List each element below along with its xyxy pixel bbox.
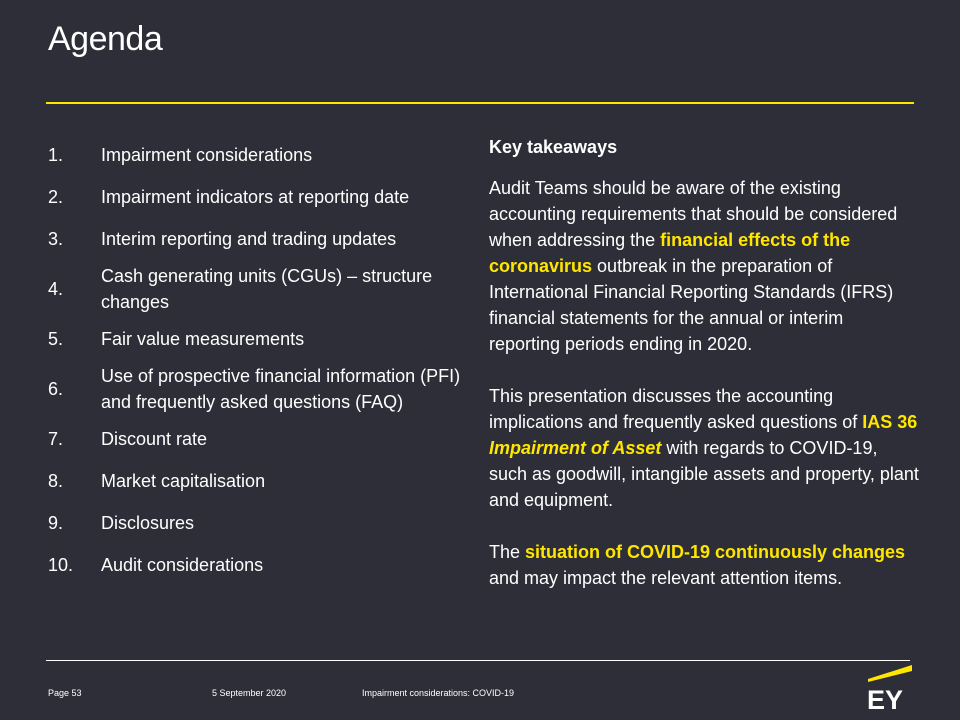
agenda-item-number: 1. — [48, 145, 64, 165]
takeaway-highlight: situation of COVID-19 continuously changes — [525, 542, 906, 562]
takeaway-paragraph-1 — [489, 175, 919, 357]
agenda-item — [48, 544, 478, 586]
takeaway-paragraph-3 — [489, 539, 919, 591]
agenda-item-text: Use of prospective financial information (PFI) and frequently asked questions (FAQ) — [101, 366, 461, 412]
takeaway-text: This presentation discusses the accounting implications and frequently asked questions of — [489, 386, 863, 432]
agenda-item-number: 7. — [48, 429, 64, 449]
footer-topic: Impairment considerations: COVID-19 — [362, 688, 515, 698]
agenda-item — [48, 318, 478, 360]
agenda-item-number: 9. — [48, 513, 64, 533]
takeaway-text: outbreak in the preparation of International Financial Reporting Standards (IFRS) financial statements for the annual or interim reporting periods ending in 2020. — [489, 256, 894, 354]
agenda-item-text: Market capitalisation — [101, 471, 266, 491]
takeaway-text: with regards to COVID-19, such as goodwill, intangible assets and property, plant and equipment. — [489, 438, 919, 510]
agenda-item-number: 4. — [48, 279, 64, 299]
agenda-item-text: Discount rate — [101, 429, 208, 449]
agenda-item — [48, 460, 478, 502]
takeaway-paragraph-2 — [489, 383, 919, 513]
agenda-item-text: Impairment indicators at reporting date — [101, 187, 410, 207]
agenda-item-number: 10. — [48, 555, 74, 575]
agenda-item-text: Audit considerations — [101, 555, 264, 575]
takeaway-text: The — [489, 542, 526, 562]
page-title: Agenda — [48, 20, 163, 58]
footer-page-number: Page 53 — [48, 688, 82, 698]
agenda-item-text: Impairment considerations — [101, 145, 313, 165]
ey-logo-text: EY — [867, 685, 904, 710]
agenda-item-number: 3. — [48, 229, 64, 249]
agenda-item — [48, 262, 478, 316]
ey-logo-bar — [868, 665, 912, 682]
takeaway-highlight: financial effects of the coronavirus — [489, 230, 851, 276]
ey-logo-icon — [866, 664, 914, 710]
agenda-item-number: 8. — [48, 471, 64, 491]
footer-date: 5 September 2020 — [212, 688, 287, 698]
agenda-item-number: 2. — [48, 187, 64, 207]
agenda-item — [48, 418, 478, 460]
agenda-item-text: Fair value measurements — [101, 329, 305, 349]
agenda-item-number: 5. — [48, 329, 64, 349]
agenda-item-text: Disclosures — [101, 513, 195, 533]
agenda-item — [48, 362, 478, 416]
takeaway-highlight: IAS 36 — [862, 412, 918, 432]
agenda-item — [48, 218, 478, 260]
takeaway-text: Audit Teams should be aware of the existing accounting requirements that should be considered when addressing the — [489, 178, 898, 250]
agenda-item — [48, 502, 478, 544]
agenda-item — [48, 176, 478, 218]
agenda-item — [48, 134, 478, 176]
agenda-item-text: Cash generating units (CGUs) – structure changes — [101, 266, 433, 312]
footer-divider — [46, 660, 910, 661]
takeaway-highlight-italic: Impairment of Asset — [489, 438, 662, 458]
key-takeaways-panel — [489, 134, 919, 617]
agenda-item-number: 6. — [48, 379, 64, 399]
title-divider — [46, 102, 914, 104]
key-takeaways-heading: Key takeaways — [489, 137, 618, 157]
agenda-item-text: Interim reporting and trading updates — [101, 229, 397, 249]
agenda-list — [48, 134, 478, 586]
takeaway-text: and may impact the relevant attention items. — [489, 568, 843, 588]
